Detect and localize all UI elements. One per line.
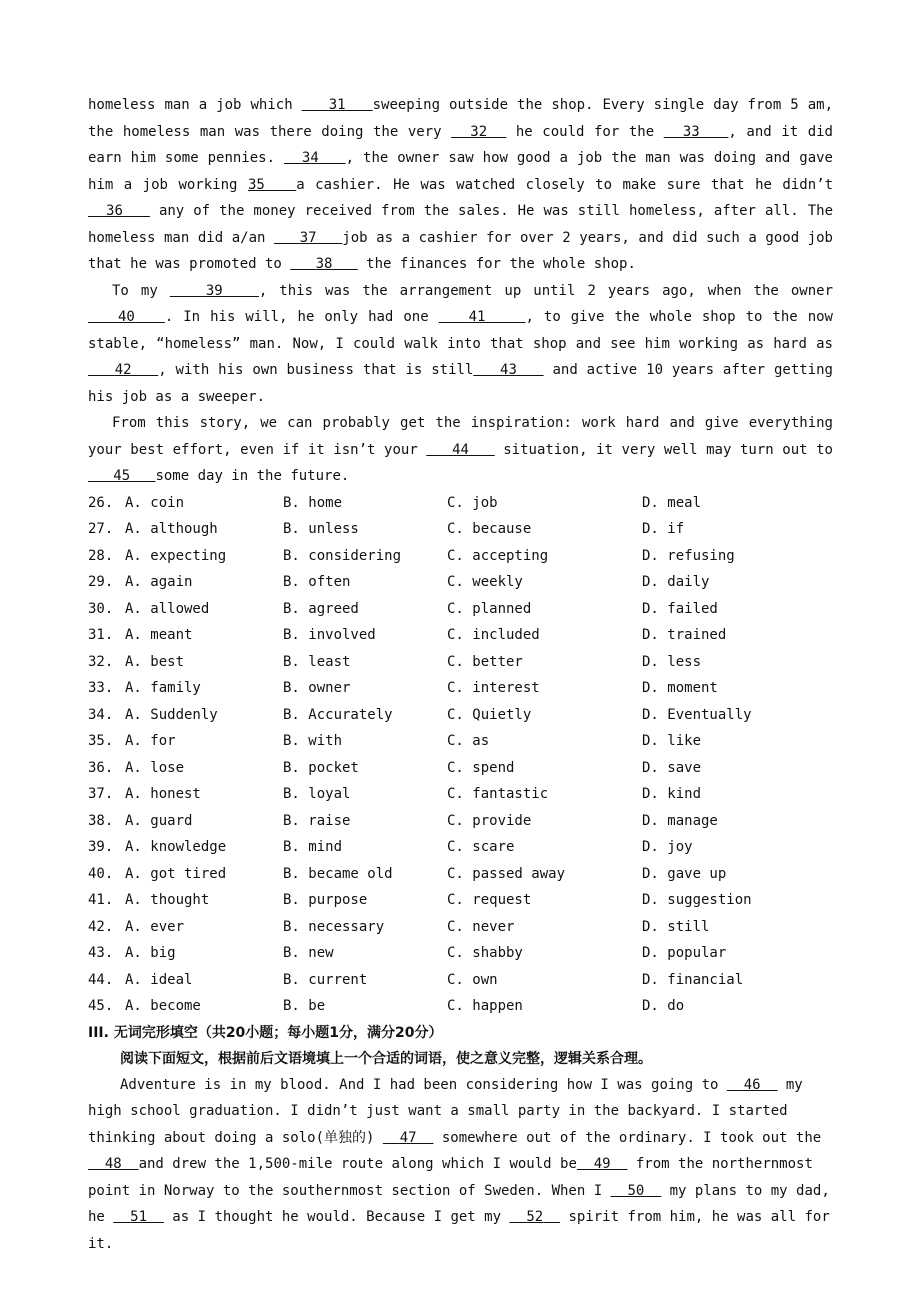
- section-3-instruction: 阅读下面短文，根据前后文语境填上一个合适的词语，使之意义完整，逻辑关系合理。: [120, 1050, 652, 1067]
- option-c[interactable]: C. weekly: [447, 574, 523, 590]
- question-number: 45.: [88, 998, 114, 1014]
- option-a[interactable]: A. meant: [125, 627, 193, 643]
- question-number: 33.: [88, 680, 114, 696]
- option-row: [88, 596, 833, 623]
- option-row: [88, 675, 833, 702]
- option-b[interactable]: B. current: [283, 971, 368, 988]
- option-c[interactable]: C. fantastic: [447, 786, 549, 802]
- option-row: [88, 781, 833, 808]
- option-c[interactable]: C. scare: [447, 839, 515, 855]
- question-number: 38.: [88, 812, 114, 829]
- option-row: [88, 569, 833, 596]
- option-a[interactable]: A. best: [125, 653, 185, 670]
- blank-50[interactable]: 50: [627, 1182, 645, 1199]
- option-d[interactable]: D. suggestion: [642, 892, 752, 908]
- option-b[interactable]: B. considering: [283, 547, 402, 564]
- option-b[interactable]: B. pocket: [283, 759, 359, 776]
- option-b[interactable]: B. agreed: [283, 600, 359, 617]
- blank-46[interactable]: 46: [743, 1076, 761, 1093]
- question-number: 26.: [88, 494, 114, 511]
- option-row: [88, 861, 833, 888]
- question-number: 43.: [88, 945, 114, 961]
- blank-43[interactable]: 43: [500, 362, 517, 378]
- option-b[interactable]: B. owner: [283, 680, 351, 696]
- option-c[interactable]: C. planned: [447, 600, 532, 617]
- option-b[interactable]: B. be: [283, 998, 326, 1014]
- option-d[interactable]: D. gave up: [642, 865, 727, 882]
- blank-38[interactable]: 38: [315, 256, 333, 272]
- passage-two-paragraph: Adventure is in my blood. And I had been considering how I was going to 46 my high school graduation. I didn’t just want a small party in the backyard. I started thinking about doing a solo(单独的) 47 somewhere out of the ordinary. I took out the 48 and drew the 1,500-mile route along which I would be 49 from the northernmost point in Norway to the southernmost section of Sweden. When I 50 my plans to my dad, he 51 as I thought he would. Because I get my 52 spirit from him, he was all for it.: [88, 1076, 830, 1252]
- blank-44[interactable]: 44: [452, 441, 469, 458]
- option-row: [88, 808, 833, 835]
- option-row: [88, 755, 833, 782]
- option-b[interactable]: B. purpose: [283, 892, 368, 908]
- question-number: 37.: [88, 786, 114, 802]
- option-row: [88, 490, 833, 517]
- option-d[interactable]: D. meal: [642, 494, 702, 511]
- option-b[interactable]: B. Accurately: [283, 706, 393, 723]
- option-b[interactable]: B. new: [283, 945, 334, 961]
- blank-32[interactable]: 32: [470, 123, 488, 140]
- question-number: 29.: [88, 574, 114, 590]
- question-number: 31.: [88, 627, 114, 643]
- paragraph-1: homeless man a job which 31 sweeping outside the shop. Every single day from 5 am, the homeless man was there doing the very 32 he could for the 33 , and it did earn him some pennies. 34 , the owner saw how good a job the man was doing and gave him a job working 35 a cashier. He was watched closely to make sure that he didn’t 36 any of the money received from the sales. He was still homeless, after all. The homeless man did a/an 37 job as a cashier for over 2 years, and did such a good job that he was promoted to 38 the finances for the whole shop.: [88, 97, 834, 272]
- section-3-title: III. 无词完形填空（共20小题；每小题1分，满分20分）: [88, 1024, 443, 1041]
- blank-37[interactable]: 37: [299, 229, 317, 246]
- option-row: [88, 940, 833, 967]
- option-d[interactable]: D. failed: [642, 600, 718, 617]
- question-number: 34.: [88, 706, 114, 723]
- blank-48[interactable]: 48: [104, 1156, 122, 1172]
- option-b[interactable]: B. often: [283, 574, 351, 590]
- option-c[interactable]: C. Quietly: [447, 706, 532, 723]
- option-d[interactable]: D. joy: [642, 839, 693, 855]
- option-d[interactable]: D. trained: [642, 627, 727, 643]
- paragraph-2: To my 39 , this was the arrangement up until 2 years ago, when the owner 40 . In his will, he only had one 41 , to give the whole shop to the now stable, “homeless” man. Now, I could walk into that shop and see him working as hard as 42 , with his own business that is still 43 and active 10 years after getting his job as a sweeper.: [88, 282, 834, 405]
- question-number: 41.: [88, 892, 114, 908]
- blank-34[interactable]: 34: [301, 150, 319, 166]
- option-d[interactable]: D. moment: [642, 680, 718, 696]
- option-b[interactable]: B. least: [283, 653, 351, 670]
- option-d[interactable]: D. still: [642, 918, 710, 935]
- blank-41[interactable]: 41: [468, 309, 486, 325]
- option-a[interactable]: A. become: [125, 998, 201, 1014]
- option-a[interactable]: A. thought: [125, 892, 210, 908]
- option-b[interactable]: B. became old: [283, 865, 393, 882]
- option-d[interactable]: D. refusing: [642, 547, 735, 564]
- option-a[interactable]: A. big: [125, 945, 176, 961]
- option-b[interactable]: B. unless: [283, 521, 359, 537]
- option-row: [88, 702, 833, 729]
- option-a[interactable]: A. allowed: [125, 600, 210, 617]
- blank-47[interactable]: 47: [399, 1129, 417, 1146]
- option-d[interactable]: D. save: [642, 759, 702, 776]
- blank-40[interactable]: 40: [117, 309, 135, 325]
- option-a[interactable]: A. ideal: [125, 971, 193, 988]
- question-number: 32.: [88, 653, 114, 670]
- question-number: 27.: [88, 521, 114, 537]
- passage-one: [88, 92, 833, 490]
- option-a[interactable]: A. although: [125, 521, 218, 537]
- option-c[interactable]: C. provide: [447, 812, 532, 829]
- option-d[interactable]: D. financial: [642, 971, 744, 988]
- option-c[interactable]: C. as: [447, 733, 490, 749]
- option-c[interactable]: C. included: [447, 627, 540, 643]
- option-row: [88, 622, 833, 649]
- option-a[interactable]: A. guard: [125, 812, 193, 829]
- option-row: [88, 993, 833, 1020]
- option-row: [88, 649, 833, 676]
- option-c[interactable]: C. request: [447, 892, 532, 908]
- option-d[interactable]: D. kind: [642, 786, 702, 802]
- blank-51[interactable]: 51: [130, 1209, 148, 1225]
- option-a[interactable]: A. lose: [125, 759, 185, 776]
- option-b[interactable]: B. loyal: [283, 786, 351, 802]
- blank-42[interactable]: 42: [114, 362, 132, 378]
- option-b[interactable]: B. involved: [283, 627, 376, 643]
- option-c[interactable]: C. better: [447, 653, 523, 670]
- option-d[interactable]: D. Eventually: [642, 706, 752, 723]
- option-d[interactable]: D. less: [642, 653, 702, 670]
- option-c[interactable]: C. because: [447, 521, 532, 537]
- question-number: 42.: [88, 918, 114, 935]
- blank-52[interactable]: 52: [526, 1209, 544, 1225]
- option-d[interactable]: D. daily: [642, 574, 710, 590]
- blank-39[interactable]: 39: [205, 282, 223, 299]
- option-a[interactable]: A. Suddenly: [125, 706, 218, 723]
- option-row: [88, 887, 833, 914]
- paragraph-3: From this story, we can probably get the inspiration: work hard and give everything your best effort, even if it isn’t your 44 situation, it very well may turn out to 45 some day in the future.: [88, 415, 833, 484]
- option-a[interactable]: A. knowledge: [125, 839, 227, 855]
- blank-36[interactable]: 36: [106, 203, 123, 219]
- question-number: 35.: [88, 733, 114, 749]
- question-number: 44.: [88, 971, 114, 988]
- blank-31[interactable]: 31: [328, 97, 346, 113]
- option-c[interactable]: C. shabby: [447, 945, 523, 961]
- question-number: 36.: [88, 759, 114, 776]
- option-b[interactable]: B. raise: [283, 812, 351, 829]
- option-a[interactable]: A. for: [125, 733, 176, 749]
- option-c[interactable]: C. passed away: [447, 865, 566, 882]
- blank-45[interactable]: 45: [113, 468, 131, 484]
- option-a[interactable]: A. ever: [125, 918, 185, 935]
- option-c[interactable]: C. accepting: [447, 547, 549, 564]
- options-list: [88, 490, 833, 1020]
- option-b[interactable]: B. with: [283, 733, 343, 749]
- option-c[interactable]: C. interest: [447, 680, 540, 696]
- option-a[interactable]: A. family: [125, 680, 201, 696]
- option-c[interactable]: C. job: [447, 494, 498, 511]
- question-number: 40.: [88, 865, 114, 882]
- option-d[interactable]: D. manage: [642, 812, 718, 829]
- option-a[interactable]: A. coin: [125, 494, 185, 511]
- question-number: 39.: [88, 839, 114, 855]
- option-a[interactable]: A. expecting: [125, 547, 227, 564]
- passage-two: [88, 1072, 833, 1258]
- option-row: [88, 728, 833, 755]
- option-b[interactable]: B. necessary: [283, 918, 385, 935]
- option-a[interactable]: A. again: [125, 574, 193, 590]
- option-row: [88, 914, 833, 941]
- option-c[interactable]: C. happen: [447, 998, 523, 1014]
- option-row: [88, 967, 833, 994]
- blank-33[interactable]: 33: [682, 123, 700, 140]
- question-number: 30.: [88, 600, 114, 617]
- option-d[interactable]: D. if: [642, 521, 685, 537]
- option-c[interactable]: C. own: [447, 971, 498, 988]
- option-d[interactable]: D. popular: [642, 945, 727, 961]
- question-number: 28.: [88, 547, 114, 564]
- option-row: [88, 516, 833, 543]
- option-b[interactable]: B. home: [283, 494, 343, 511]
- option-c[interactable]: C. never: [447, 918, 515, 935]
- option-b[interactable]: B. mind: [283, 839, 343, 855]
- blank-35[interactable]: 35: [247, 176, 265, 193]
- option-a[interactable]: A. got tired: [125, 865, 227, 882]
- option-d[interactable]: D. do: [642, 998, 685, 1014]
- document-page: [88, 92, 833, 1257]
- option-row: [88, 543, 833, 570]
- option-d[interactable]: D. like: [642, 733, 702, 749]
- option-c[interactable]: C. spend: [447, 759, 515, 776]
- option-a[interactable]: A. honest: [125, 786, 201, 802]
- option-row: [88, 834, 833, 861]
- blank-49[interactable]: 49: [593, 1156, 611, 1172]
